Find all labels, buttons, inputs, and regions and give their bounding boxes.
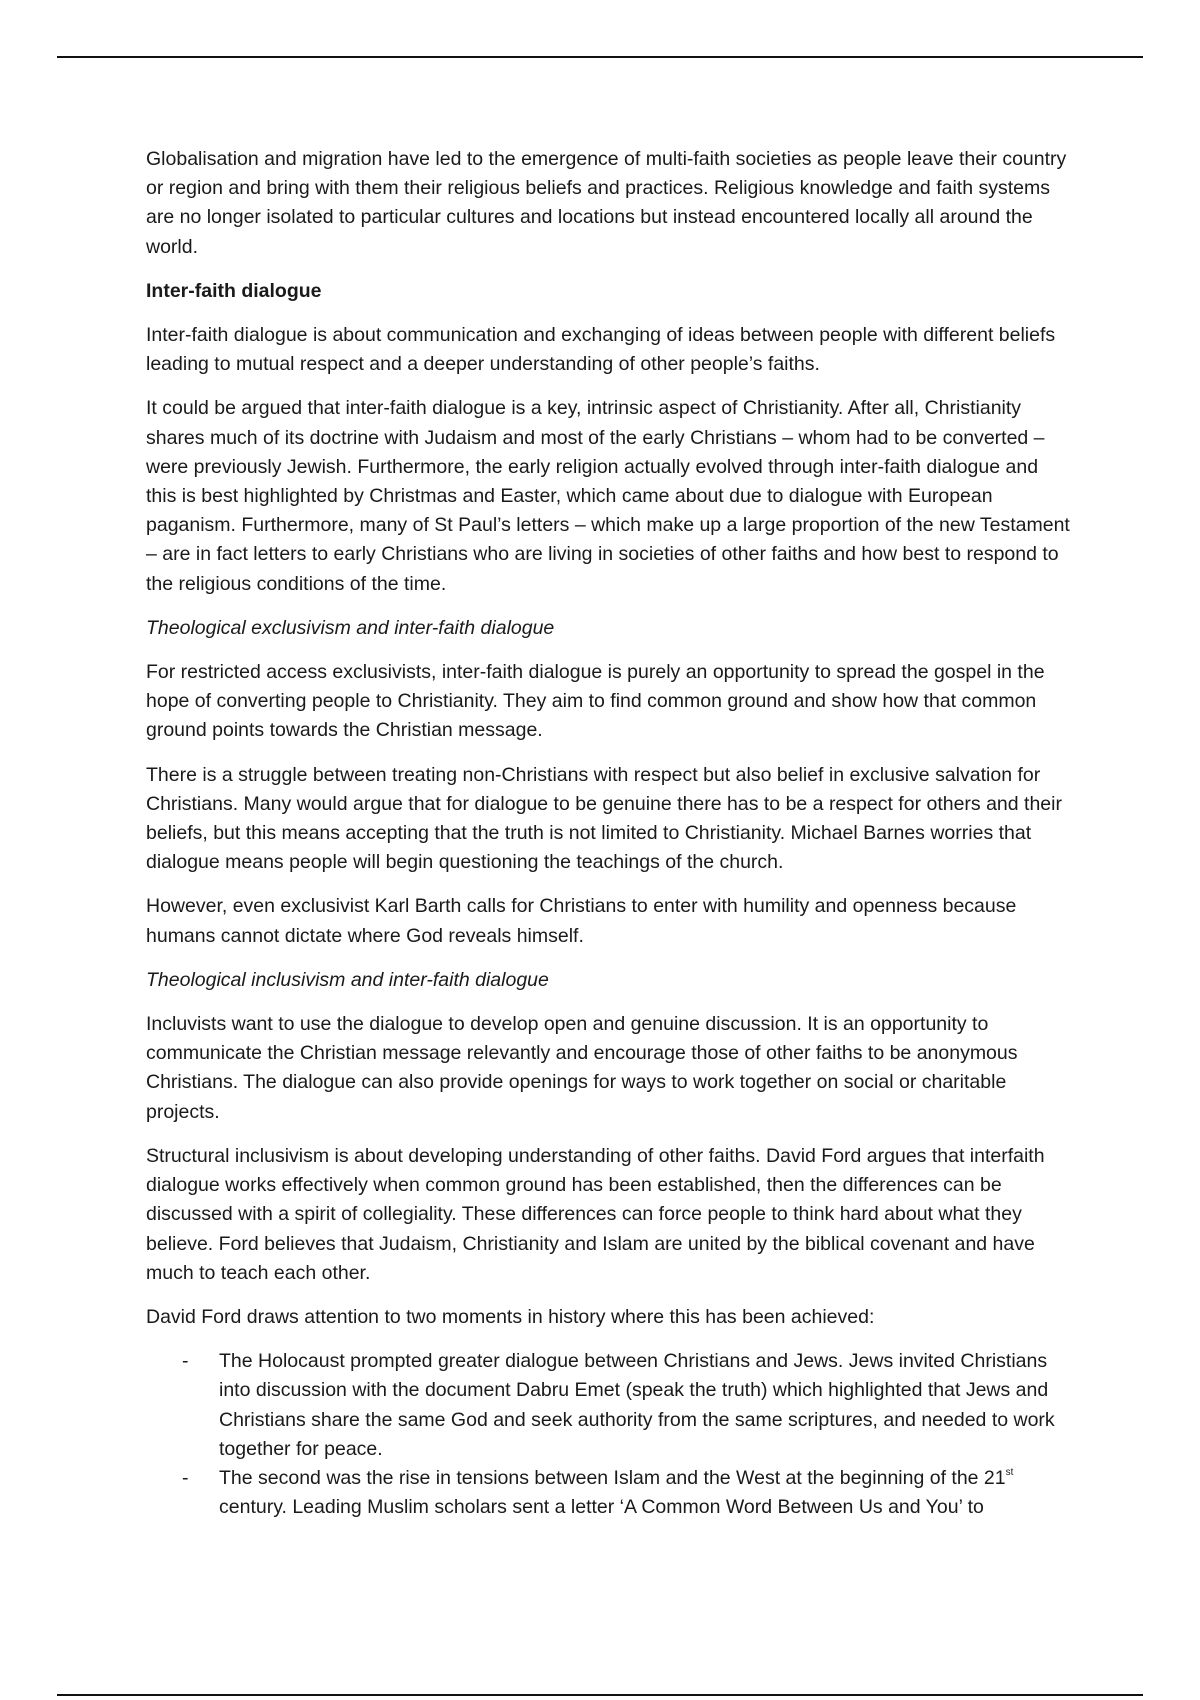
header-rule xyxy=(57,56,1143,58)
paragraph: Incluvists want to use the dialogue to develop open and genuine discussion. It is an opportunity to communicate the Christian message relevantly and encourage those of other faiths to be anonymous Christians. The dialogue can also provide openings for ways to work together on social or charitable projects. xyxy=(146,1013,1018,1123)
subsection-heading: Theological inclusivism and inter-faith dialogue xyxy=(146,968,549,991)
bullet-list xyxy=(146,1347,1071,1522)
list-item xyxy=(146,1464,1071,1522)
list-item-text: The second was the rise in tensions between Islam and the West at the beginning of the 21 xyxy=(219,1466,1006,1489)
paragraph: For restricted access exclusivists, inter-faith dialogue is purely an opportunity to spread the gospel in the hope of converting people to Christianity. They aim to find common ground and show how that common ground points towards the Christian message. xyxy=(146,661,1045,742)
paragraph: David Ford draws attention to two moments in history where this has been achieved: xyxy=(146,1305,875,1328)
document-body xyxy=(146,145,1071,1522)
footer-rule xyxy=(57,1694,1143,1696)
ordinal-superscript: st xyxy=(1005,1466,1014,1478)
subsection-heading: Theological exclusivism and inter-faith dialogue xyxy=(146,616,555,639)
list-item-text: The Holocaust prompted greater dialogue between Christians and Jews. Jews invited Christians into discussion with the document Dabru Emet (speak the truth) which highlighted that Jews and Christians share the same God and seek authority from the same scriptures, and needed to work together for peace. xyxy=(219,1350,1055,1460)
paragraph: It could be argued that inter-faith dialogue is a key, intrinsic aspect of Christianity. After all, Christianity shares much of its doctrine with Judaism and most of the early Christians – whom had to be converted – were previously Jewish. Furthermore, the early religion actually evolved through inter-faith dialogue and this is best highlighted by Christmas and Easter, which came about due to dialogue with European paganism. Furthermore, many of St Paul’s letters – which make up a large proportion of the new Testament – are in fact letters to early Christians who are living in societies of other faiths and how best to respond to the religious conditions of the time. xyxy=(146,397,1070,595)
paragraph: There is a struggle between treating non-Christians with respect but also belief in exclusive salvation for Christians. Many would argue that for dialogue to be genuine there has to be a respect for others and their beliefs, but this means accepting that the truth is not limited to Christianity. Michael Barnes worries that dialogue means people will begin questioning the teachings of the church. xyxy=(146,763,1062,874)
paragraph: Structural inclusivism is about developing understanding of other faiths. David Ford argues that interfaith dialogue works effectively when common ground has been established, then the differences can be discussed with a spirit of collegiality. These differences can force people to think hard about what they believe. Ford believes that Judaism, Christianity and Islam are united by the biblical covenant and have much to teach each other. xyxy=(146,1144,1045,1284)
list-item-text: century. Leading Muslim scholars sent a letter ‘A Common Word Between Us and You’ to xyxy=(219,1496,984,1519)
paragraph: However, even exclusivist Karl Barth calls for Christians to enter with humility and openness because humans cannot dictate where God reveals himself. xyxy=(146,895,1017,947)
list-item xyxy=(146,1347,1071,1464)
paragraph: Globalisation and migration have led to the emergence of multi-faith societies as people leave their country or region and bring with them their religious beliefs and practices. Religious knowledge and faith systems are no longer isolated to particular cultures and locations but instead encountered locally all around the world. xyxy=(146,148,1067,258)
section-heading: Inter-faith dialogue xyxy=(146,279,322,302)
bullet-marker: - xyxy=(182,1350,189,1373)
bullet-marker: - xyxy=(182,1466,189,1489)
paragraph: Inter-faith dialogue is about communication and exchanging of ideas between people with different beliefs leading to mutual respect and a deeper understanding of other people’s faiths. xyxy=(146,324,1056,376)
